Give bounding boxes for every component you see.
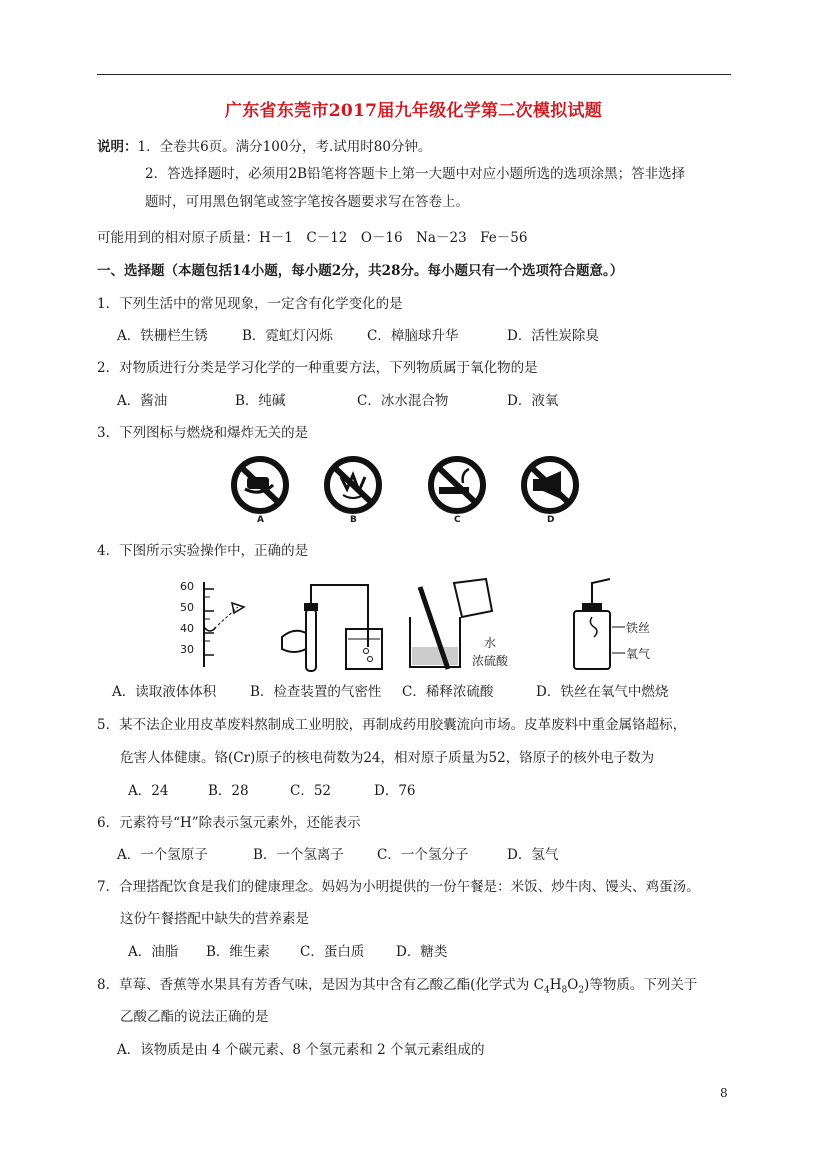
q1-option-a: A．铁栅栏生锈 <box>117 328 208 344</box>
sign-c-icon <box>431 459 483 511</box>
q1-option-d: D．活性炭除臭 <box>507 328 599 344</box>
q6-option-b: B．一个氢离子 <box>253 847 344 863</box>
q8-stem-part-1: 8．草莓、香蕉等水果具有芳香气味，是因为其中含有乙酸乙酯(化学式为 C <box>97 977 544 993</box>
q2-option-d: D．液氧 <box>507 393 559 409</box>
q4-option-d: D．铁丝在氧气中燃烧 <box>536 684 669 700</box>
question-7-stem-line-1: 7．合理搭配饮食是我们的健康理念。妈妈为小明提供的一份午餐是：米饭、炒牛肉、馒头、鸡蛋汤。 <box>97 879 700 895</box>
lab-operations-figure <box>170 577 650 672</box>
tick-60: 60 <box>180 580 194 593</box>
sign-label-b: B <box>350 515 357 525</box>
q8-sub-3: 2 <box>578 985 585 996</box>
instruction-item-1: 1．全卷共6页。满分100分，考.试用时80分钟。 <box>137 139 432 155</box>
wire-label: 铁丝 <box>626 621 651 635</box>
q6-option-d: D．氢气 <box>507 847 559 863</box>
iron-wire-bottle-icon <box>574 579 625 669</box>
atomic-masses: 可能用到的相对原子质量：H－1 C－12 O－16 Na－23 Fe－56 <box>97 230 528 246</box>
page-title: 广东省东莞市2017届九年级化学第二次模拟试题 <box>224 101 603 121</box>
q7-option-a: A．油脂 <box>128 944 179 960</box>
question-4-stem: 4．下图所示实验操作中，正确的是 <box>97 543 309 559</box>
q7-option-c: C．蛋白质 <box>300 944 365 960</box>
graduated-cylinder-icon <box>204 582 244 667</box>
q1-option-c: C．樟脑球升华 <box>367 328 459 344</box>
water-label: 水 <box>484 636 497 650</box>
question-1-stem: 1．下列生活中的常见现象，一定含有化学变化的是 <box>97 296 403 312</box>
page-number: 8 <box>720 1086 728 1100</box>
acid-label: 浓硫酸 <box>472 654 509 668</box>
q5-option-b: B．28 <box>208 783 249 799</box>
q5-option-c: C．52 <box>290 783 332 799</box>
header-rule <box>97 74 731 75</box>
q5-option-a: A．24 <box>128 783 169 799</box>
q8-option-a: A．该物质是由 4 个碳元素、8 个氢元素和 2 个氧元素组成的 <box>117 1042 485 1058</box>
airtightness-apparatus-icon <box>282 585 382 671</box>
question-2-stem: 2．对物质进行分类是学习化学的一种重要方法，下列物质属于氧化物的是 <box>97 360 538 376</box>
sign-a-icon <box>234 459 286 511</box>
q6-option-a: A．一个氢原子 <box>117 847 208 863</box>
q5-option-d: D．76 <box>374 783 416 799</box>
sign-label-d: D <box>547 515 555 525</box>
question-3-stem: 3．下列图标与燃烧和爆炸无关的是 <box>97 425 309 441</box>
q6-option-c: C．一个氢分子 <box>377 847 469 863</box>
instruction-item-2-line-1: 2．答选择题时，必须用2B铅笔将答题卡上第一大题中对应小题所选的选项涂黑；答非选择 <box>145 166 686 182</box>
q8-sub-2: 8 <box>561 985 568 996</box>
q2-option-c: C．冰水混合物 <box>357 393 449 409</box>
q2-option-b: B．纯碱 <box>235 393 286 409</box>
instruction-line-1 <box>97 137 431 157</box>
q8-stem-part-2: )等物质。下列关于 <box>584 977 698 993</box>
instruction-item-2-line-2: 题时，可用黑色钢笔或签字笔按各题要求写在答卷上。 <box>145 194 469 210</box>
q8-sub-1: 4 <box>543 985 550 996</box>
question-5-stem-line-1: 5．某不法企业用皮革废料熬制成工业明胶，再制成药用胶囊流向市场。皮革废料中重金属铬超标， <box>97 717 687 733</box>
sign-label-a: A <box>257 515 264 525</box>
q1-option-b: B．霓虹灯闪烁 <box>242 328 333 344</box>
question-7-stem-line-2: 这份午餐搭配中缺失的营养素是 <box>120 911 309 927</box>
q4-option-c: C．稀释浓硫酸 <box>402 684 494 700</box>
tick-30: 30 <box>180 643 194 656</box>
q8-h: H <box>549 977 562 993</box>
question-8-stem-line-1 <box>97 975 697 1001</box>
question-6-stem: 6．元素符号“H”除表示氢元素外，还能表示 <box>97 815 361 831</box>
q7-option-d: D．糖类 <box>396 944 448 960</box>
question-8-stem-line-2: 乙酸乙酯的说法正确的是 <box>120 1009 269 1025</box>
cylinder-ticks <box>180 580 194 657</box>
sign-label-c: C <box>454 515 461 525</box>
q4-option-a: A．读取液体体积 <box>112 684 217 700</box>
q2-option-a: A．酱油 <box>117 393 168 409</box>
q7-option-b: B．维生素 <box>206 944 270 960</box>
sign-b-icon <box>327 459 379 511</box>
tick-50: 50 <box>180 601 194 614</box>
question-5-stem-line-2: 危害人体健康。铬(Cr)原子的核电荷数为24，相对原子质量为52，铬原子的核外电子数为 <box>120 750 655 766</box>
safety-signs-figure <box>225 455 585 527</box>
sign-d-icon <box>524 459 576 511</box>
q8-o: O <box>567 977 579 993</box>
q4-option-b: B．检查装置的气密性 <box>250 684 382 700</box>
instruction-label: 说明： <box>97 139 138 155</box>
tick-40: 40 <box>180 622 194 635</box>
section-heading: 一、选择题（本题包括14小题，每小题2分，共28分。每小题只有一个选项符合题意。） <box>97 263 624 279</box>
oxygen-label: 氧气 <box>626 647 651 661</box>
